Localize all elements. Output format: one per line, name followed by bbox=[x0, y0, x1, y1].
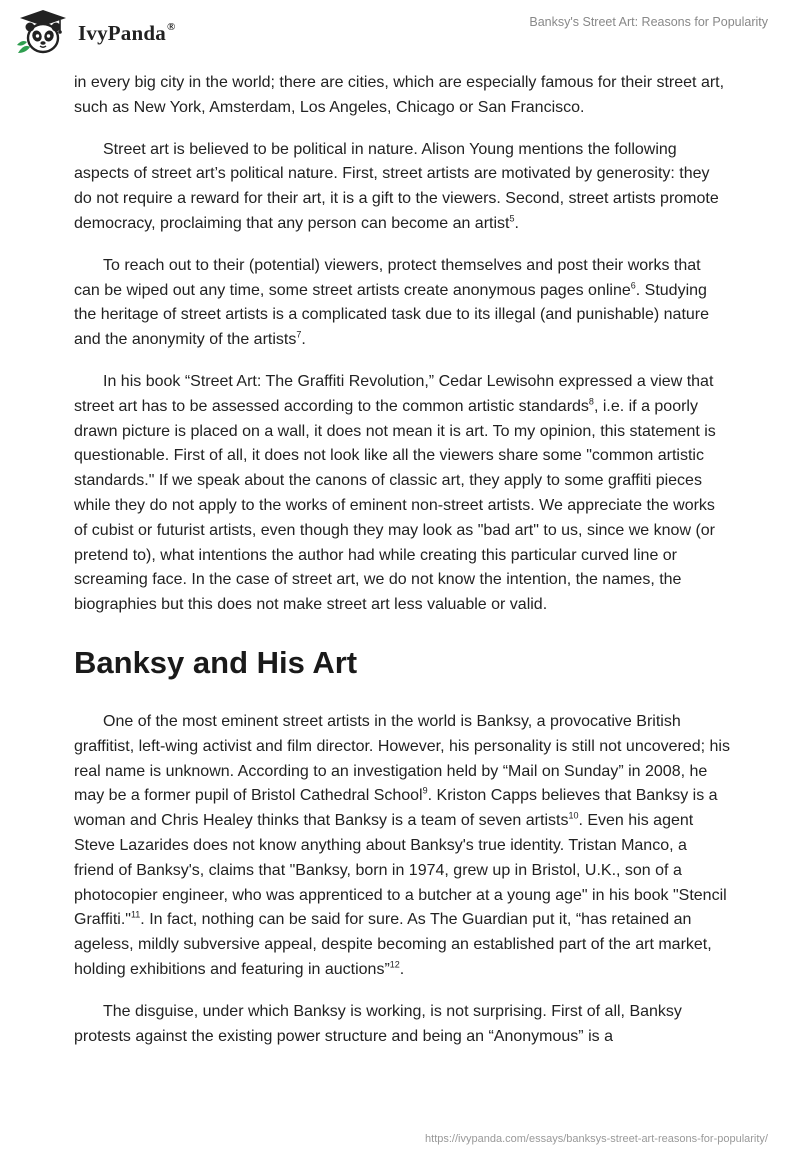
footnote-ref-12[interactable]: 12 bbox=[389, 959, 400, 970]
footnote-ref-7[interactable]: 7 bbox=[296, 329, 302, 340]
paragraph-4-text-b: , i.e. if a poorly drawn picture is placed on a wall, it does not mean it is art. To my opinion, this statement is questionable. First of all, it does not look like all the viewers share some "common artistic standards." If we speak about the canons of classic art, they apply to some graffiti pieces while they do not apply to the works of eminent non-street artists. We appreciate the works of cubist or futurist artists, even though they may look as "bad art" to us, since we know (or pretend to), what intentions the author had while creating this particular curved line or screaming face. In the case of street art, we do not know the intention, the names, the biographies but this does not make street art less valuable or valid. bbox=[74, 397, 716, 614]
paragraph-3-end: . bbox=[301, 331, 306, 349]
paragraph-4 bbox=[74, 370, 730, 618]
section-heading: Banksy and His Art bbox=[74, 644, 358, 680]
panda-graduate-icon bbox=[14, 7, 72, 57]
brand-logo[interactable] bbox=[14, 7, 175, 57]
footnote-ref-5[interactable]: 5 bbox=[509, 213, 515, 224]
paragraph-2-text: Street art is believed to be political in nature. Alison Young mentions the following aspects of street art’s political nature. First, street artists are motivated by generosity: they do not require a reward for their art, it is a gift to the viewers. Second, street artists promote democracy, proclaiming that any person can become an artist bbox=[74, 140, 719, 232]
paragraph-4-text-a: In his book “Street Art: The Graffiti Revolution,” Cedar Lewisohn expressed a view that street art has to be assessed according to the common artistic standards bbox=[74, 372, 714, 415]
footnote-ref-6[interactable]: 6 bbox=[630, 280, 636, 291]
registered-mark: ® bbox=[166, 20, 176, 33]
paragraph-5 bbox=[74, 710, 730, 983]
footnote-ref-9[interactable]: 9 bbox=[422, 786, 428, 796]
footer-source-url[interactable]: https://ivypanda.com/essays/banksys-street-art-reasons-for-popularity/ bbox=[425, 1133, 768, 1145]
paragraph-5-text-a: One of the most eminent street artists in the world is Banksy, a provocative British graffitist, left-wing activist and film director. However, his personality is still not uncovered; his real name is unknown. According to an investigation held by “Mail on Sunday” in 2008, he may be a former pupil of Bristol Cathedral School bbox=[74, 712, 730, 805]
article-body bbox=[74, 71, 730, 1066]
paragraph-5-end: . bbox=[399, 960, 405, 978]
paragraph-3-text-b: . Studying the heritage of street artists is a complicated task due to its illegal (and punishable) nature and the anonymity of the artists bbox=[74, 281, 710, 349]
document-title: Banksy's Street Art: Reasons for Popularity bbox=[529, 15, 768, 29]
paragraph-6: The disguise, under which Banksy is working, is not surprising. First of all, Banksy protests against the existing power structure and being an “Anonymous” is a bbox=[74, 1002, 682, 1045]
brand-name: IvyPanda® bbox=[78, 20, 176, 45]
footnote-ref-11[interactable]: 11 bbox=[130, 909, 141, 920]
footnote-ref-8[interactable]: 8 bbox=[588, 396, 594, 407]
paragraph-5-text-d: . In fact, nothing can be said for sure. As The Guardian put it, “has retained an ageless, mildly subversive appeal, despite becoming an established part of the art market, holding exhibitions and featuring in auctions” bbox=[74, 911, 712, 978]
page-header bbox=[0, 0, 800, 70]
paragraph-2 bbox=[74, 138, 730, 237]
paragraph-5-text-b: . Kriston Capps believes that Banksy is a woman and Chris Healey thinks that Banksy is a team of seven artists bbox=[74, 787, 718, 830]
paragraph-3-text-a: To reach out to their (potential) viewers, protect themselves and post their works that can be wiped out any time, some street artists create anonymous pages online bbox=[74, 256, 701, 299]
footnote-ref-10[interactable]: 10 bbox=[568, 810, 579, 821]
paragraph-5-text-c: . Even his agent Steve Lazarides does not know anything about Banksy's true identity. Tristan Manco, a friend of Banksy's, claims that "Banksy, born in 1974, grew up in Bristol, U.K., son of a photocopier engineer, who was apprenticed to a butcher at a young age" in his book "Stencil Graffiti." bbox=[74, 812, 727, 929]
paragraph-1: in every big city in the world; there are cities, which are especially famous for their street art, such as New York, Amsterdam, Los Angeles, Chicago or San Francisco. bbox=[74, 74, 725, 116]
paragraph-2-end: . bbox=[514, 214, 519, 232]
paragraph-3 bbox=[74, 254, 730, 353]
